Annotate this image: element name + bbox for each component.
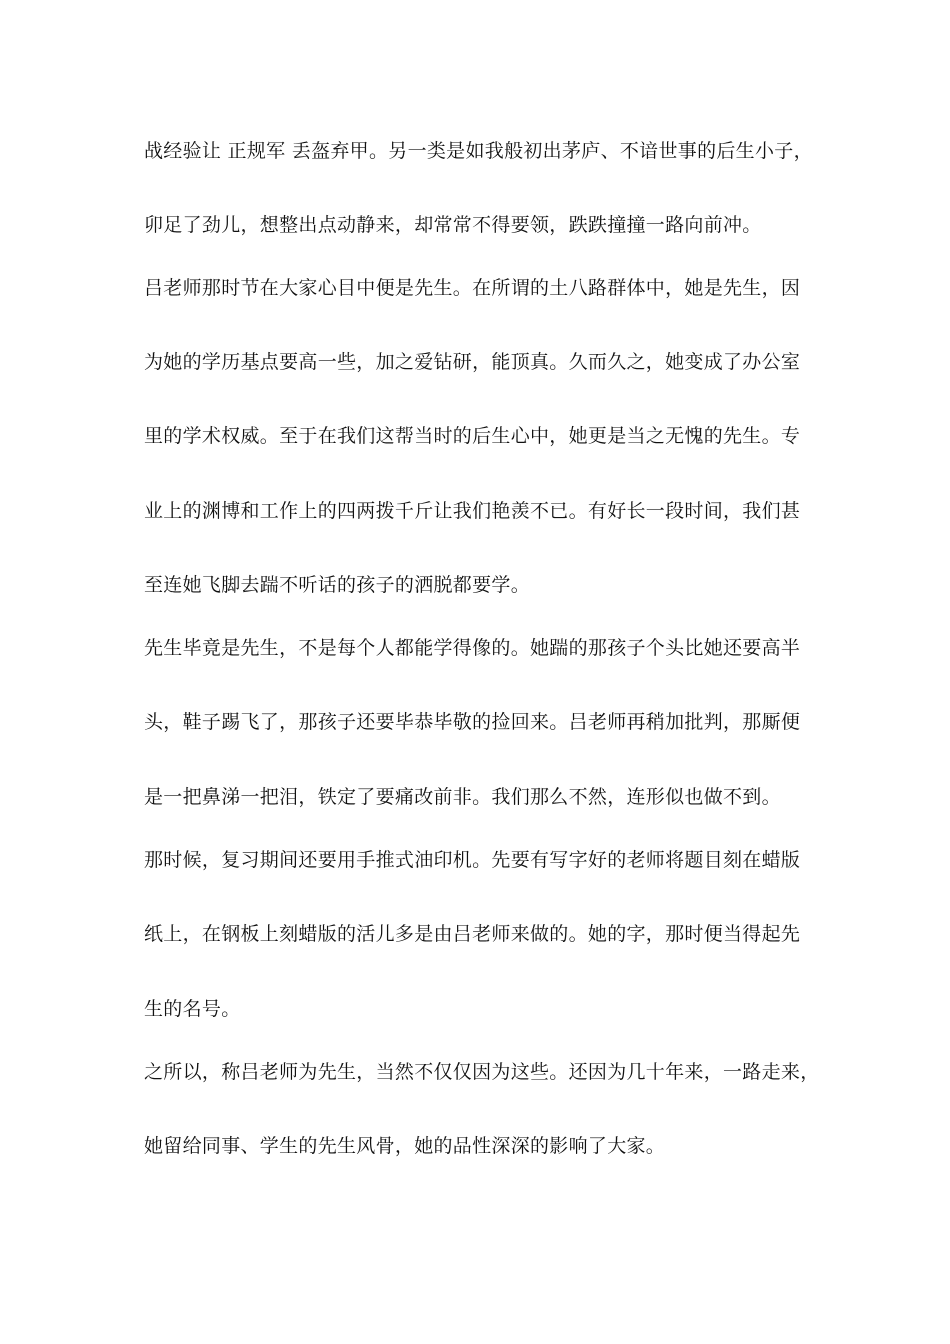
text-line: 是一把鼻涕一把泪，铁定了要痛改前非。我们那么不然，连形似也做不到。 [144, 786, 781, 808]
text-line: 业上的渊博和工作上的四两拨千斤让我们艳羡不已。有好长一段时间，我们甚 [144, 500, 801, 522]
text-line: 吕老师那时节在大家心目中便是先生。在所谓的土八路群体中，她是先生，因 [144, 277, 801, 299]
text-line: 纸上，在钢板上刻蜡版的活儿多是由吕老师来做的。她的字，那时便当得起先 [144, 923, 801, 945]
text-line: 生的名号。 [144, 998, 241, 1020]
text-line: 卯足了劲儿，想整出点动静来，却常常不得要领，跌跌撞撞一路向前冲。 [144, 214, 762, 236]
text-line: 战经验让 正规军 丢盔弃甲。另一类是如我般初出茅庐、不谙世事的后生小子， [144, 140, 813, 162]
text-line: 之所以，称吕老师为先生，当然不仅仅因为这些。还因为几十年来，一路走来， [144, 1061, 820, 1083]
text-line: 头，鞋子踢飞了，那孩子还要毕恭毕敬的捡回来。吕老师再稍加批判，那厮便 [144, 711, 801, 733]
text-line: 为她的学历基点要高一些，加之爱钻研，能顶真。久而久之，她变成了办公室 [144, 351, 801, 373]
text-line: 她留给同事、学生的先生风骨，她的品性深深的影响了大家。 [144, 1135, 666, 1157]
text-line: 那时候，复习期间还要用手推式油印机。先要有写字好的老师将题目刻在蜡版 [144, 849, 801, 871]
text-line: 里的学术权威。至于在我们这帮当时的后生心中，她更是当之无愧的先生。专 [144, 425, 801, 447]
text-line: 先生毕竟是先生，不是每个人都能学得像的。她踹的那孩子个头比她还要高半 [144, 637, 801, 659]
text-line: 至连她飞脚去踹不听话的孩子的洒脱都要学。 [144, 574, 531, 596]
